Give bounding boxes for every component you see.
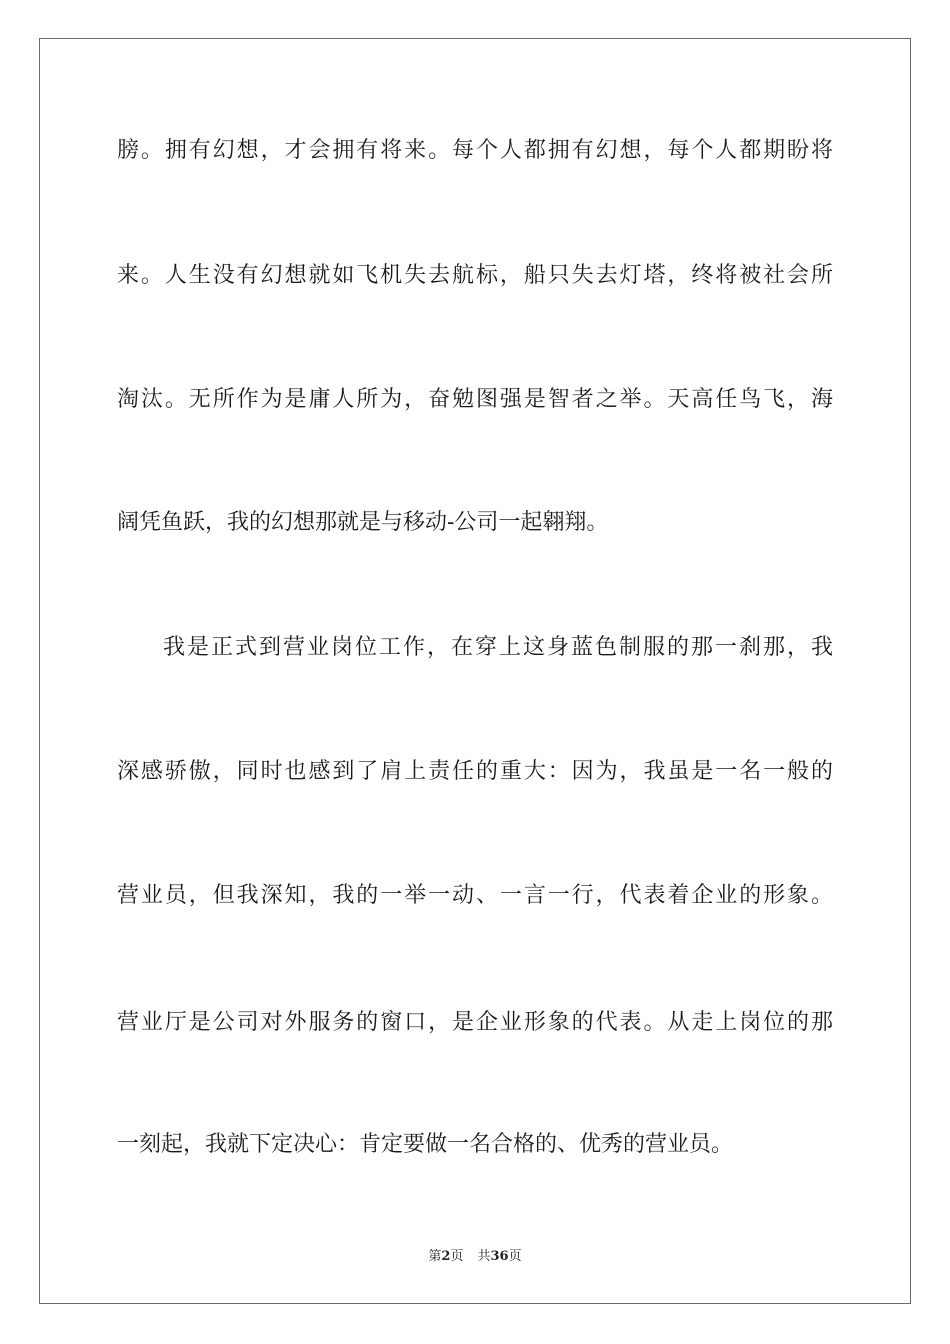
paragraph-line: 一刻起，我就下定决心：肯定要做一名合格的、优秀的营业员。 [117,1132,734,1157]
page-footer [0,1248,950,1266]
paragraph-line: 营业厅是公司对外服务的窗口，是企业形象的代表。从走上岗位的那 [117,1010,833,1035]
paragraph-line: 膀。拥有幻想，才会拥有将来。每个人都拥有幻想，每个人都期盼将 [117,138,833,163]
paragraph-line: 来。人生没有幻想就如飞机失去航标，船只失去灯塔，终将被社会所 [117,263,833,288]
paragraph-line: 我是正式到营业岗位工作，在穿上这身蓝色制服的那一刹那，我 [163,635,833,660]
page-number: 2 [441,1249,451,1264]
paragraph-line: 淘汰。无所作为是庸人所为，奋勉图强是智者之举。天高任鸟飞，海 [117,387,833,412]
total-suffix: 页 [508,1249,522,1264]
paragraph-line: 阔凭鱼跃，我的幻想那就是与移动-公司一起翱翔。 [117,510,609,535]
page-suffix: 页 [450,1249,464,1264]
paragraph-line: 营业员，但我深知，我的一举一动、一言一行，代表着企业的形象。 [117,883,833,908]
total-prefix: 共 [477,1249,491,1264]
page-prefix: 第 [428,1249,442,1264]
paragraph-line: 深感骄傲，同时也感到了肩上责任的重大：因为，我虽是一名一般的 [117,759,833,784]
page-border [39,38,911,1304]
total-pages: 36 [490,1249,509,1264]
